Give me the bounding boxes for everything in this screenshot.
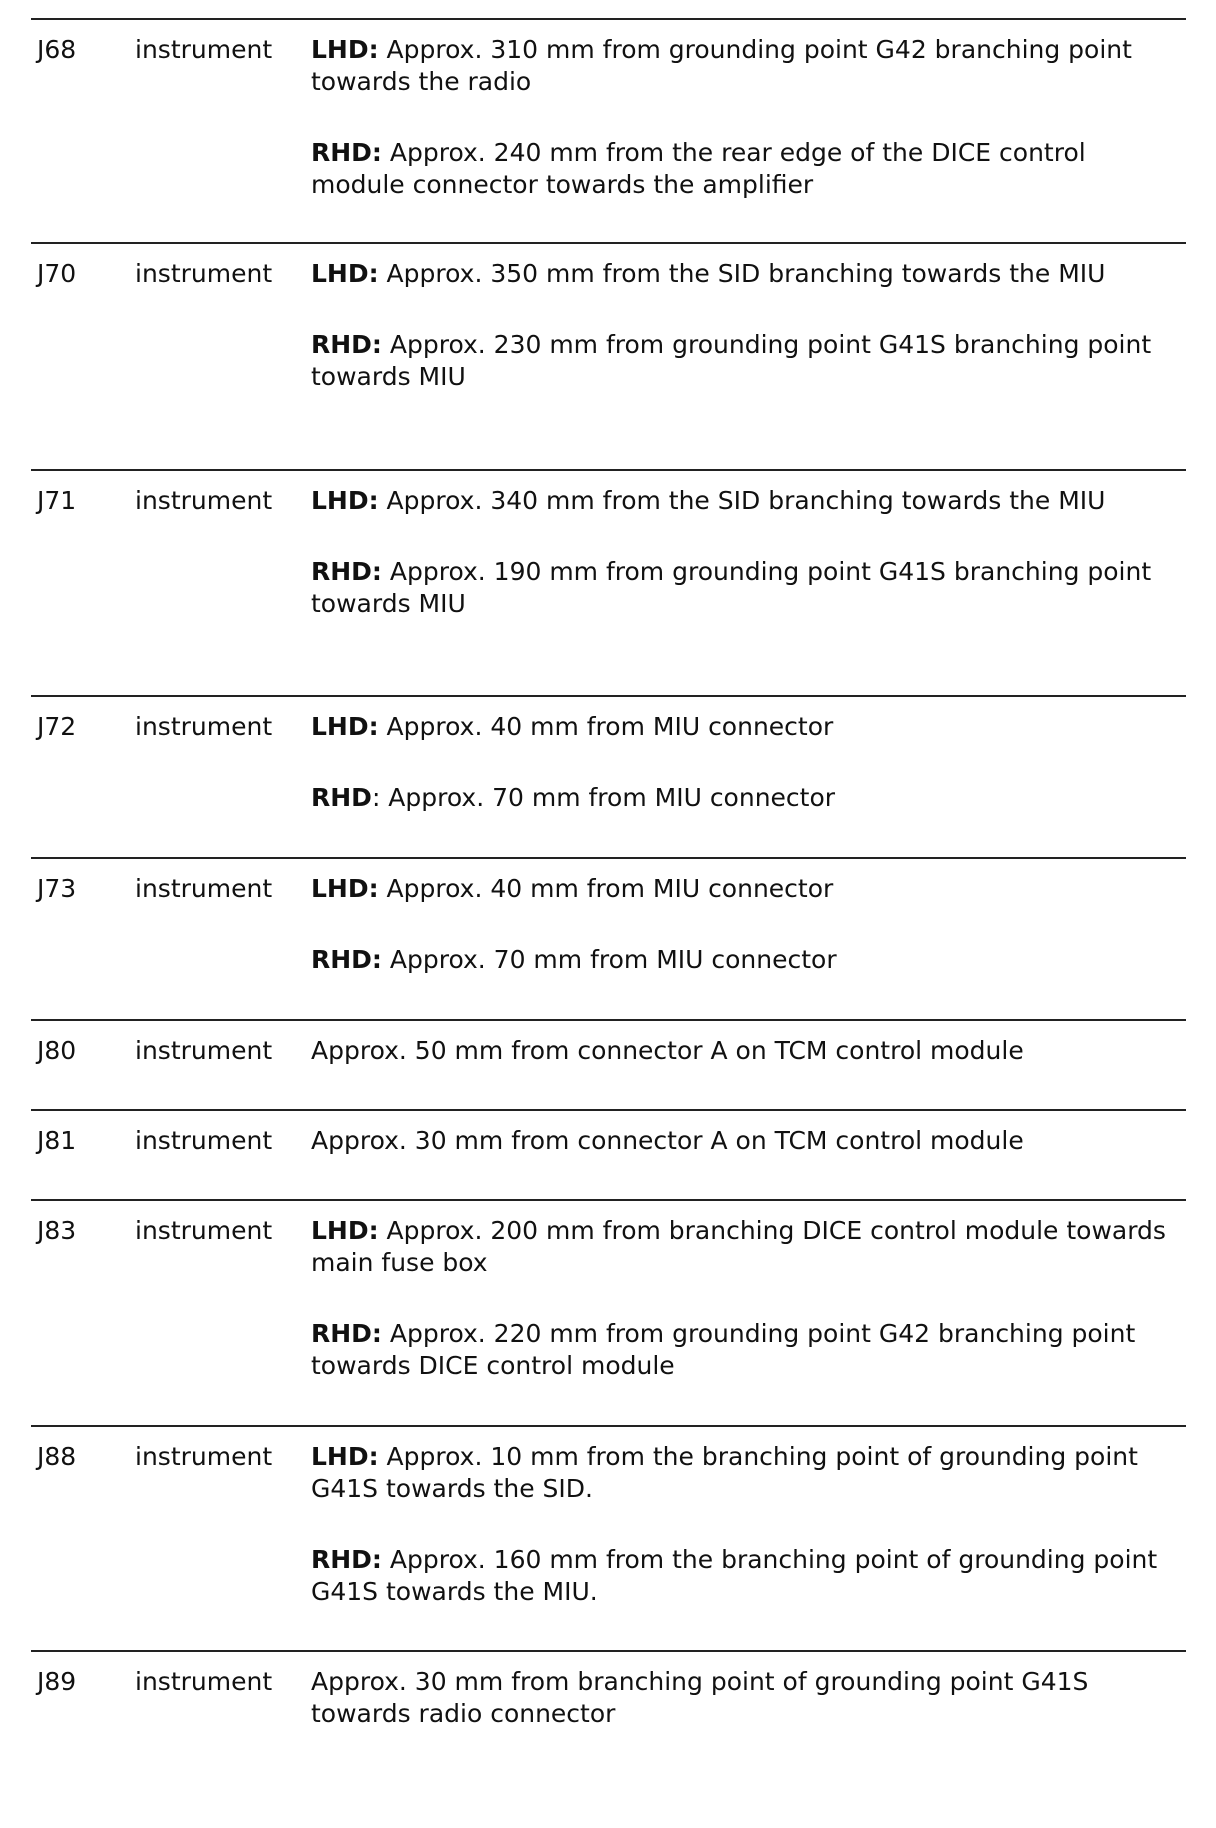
connector-id: J70 xyxy=(37,259,77,288)
rhd-paragraph xyxy=(311,556,1178,620)
rhd-text: Approx. 240 mm from the rear edge of the DICE control module connector towards the amplifier xyxy=(311,138,1086,199)
description-text: Approx. 30 mm from branching point of grounding point G41S towards radio connector xyxy=(311,1667,1089,1728)
rhd-label: RHD: xyxy=(311,330,382,359)
location-type: instrument xyxy=(135,1036,273,1065)
lhd-paragraph xyxy=(311,873,1178,905)
table-row xyxy=(31,695,1186,857)
table-row xyxy=(31,1650,1186,1770)
description-paragraph xyxy=(311,1125,1178,1157)
lhd-label: LHD: xyxy=(311,874,379,903)
lhd-paragraph xyxy=(311,485,1178,517)
lhd-label: LHD: xyxy=(311,35,379,64)
connector-id: J89 xyxy=(37,1667,77,1696)
lhd-label: LHD: xyxy=(311,1442,379,1471)
location-type: instrument xyxy=(135,1216,273,1245)
rhd-label: RHD xyxy=(311,783,372,812)
location-type: instrument xyxy=(135,1442,273,1471)
location-type: instrument xyxy=(135,1667,273,1696)
lhd-label: LHD: xyxy=(311,259,379,288)
lhd-text: Approx. 40 mm from MIU connector xyxy=(378,712,834,741)
rhd-label: RHD: xyxy=(311,1545,382,1574)
table-row xyxy=(31,1019,1186,1109)
table-row xyxy=(31,242,1186,469)
connector-id: J71 xyxy=(37,486,77,515)
rhd-text: Approx. 230 mm from grounding point G41S branching point towards MIU xyxy=(311,330,1152,391)
rhd-text: Approx. 160 mm from the branching point of grounding point G41S towards the MIU. xyxy=(311,1545,1158,1606)
location-type: instrument xyxy=(135,259,273,288)
table-row xyxy=(31,1425,1186,1650)
location-description xyxy=(311,244,1186,393)
rhd-paragraph xyxy=(311,329,1178,393)
location-type: instrument xyxy=(135,35,273,64)
connector-id: J81 xyxy=(37,1126,77,1155)
rhd-paragraph xyxy=(311,1318,1178,1382)
table-row xyxy=(31,857,1186,1019)
location-description xyxy=(311,697,1186,814)
connector-id: J80 xyxy=(37,1036,77,1065)
table-row xyxy=(31,469,1186,695)
connector-id: J88 xyxy=(37,1442,77,1471)
lhd-paragraph xyxy=(311,1215,1178,1279)
rhd-paragraph xyxy=(311,1544,1178,1608)
connector-id: J83 xyxy=(37,1216,77,1245)
lhd-paragraph xyxy=(311,34,1178,98)
lhd-paragraph xyxy=(311,711,1178,743)
lhd-paragraph xyxy=(311,1441,1178,1505)
location-type: instrument xyxy=(135,486,273,515)
table-row xyxy=(31,18,1186,242)
rhd-label: RHD: xyxy=(311,945,382,974)
description-text: Approx. 30 mm from connector A on TCM control module xyxy=(311,1126,1024,1155)
rhd-text: Approx. 70 mm from MIU connector xyxy=(381,945,837,974)
location-description xyxy=(311,1427,1186,1608)
connector-location-table xyxy=(31,18,1186,1770)
rhd-paragraph xyxy=(311,944,1178,976)
lhd-text: Approx. 10 mm from the branching point of grounding point G41S towards the SID. xyxy=(311,1442,1138,1503)
lhd-label: LHD: xyxy=(311,1216,379,1245)
lhd-label: LHD: xyxy=(311,486,379,515)
table-row xyxy=(31,1109,1186,1199)
lhd-text: Approx. 310 mm from grounding point G42 branching point towards the radio xyxy=(311,35,1132,96)
rhd-paragraph xyxy=(311,137,1178,201)
connector-id: J72 xyxy=(37,712,77,741)
description-text: Approx. 50 mm from connector A on TCM control module xyxy=(311,1036,1024,1065)
rhd-label: RHD: xyxy=(311,1319,382,1348)
location-description xyxy=(311,1201,1186,1382)
rhd-paragraph xyxy=(311,782,1178,814)
description-paragraph xyxy=(311,1035,1178,1067)
rhd-text: Approx. 220 mm from grounding point G42 branching point towards DICE control module xyxy=(311,1319,1136,1380)
location-type: instrument xyxy=(135,874,273,903)
lhd-text: Approx. 200 mm from branching DICE control module towards main fuse box xyxy=(311,1216,1166,1277)
description-paragraph xyxy=(311,1666,1178,1730)
location-description xyxy=(311,20,1186,201)
connector-id: J68 xyxy=(37,35,77,64)
rhd-label: RHD: xyxy=(311,557,382,586)
location-description xyxy=(311,471,1186,620)
location-description xyxy=(311,1111,1186,1157)
table-row xyxy=(31,1199,1186,1425)
lhd-text: Approx. 340 mm from the SID branching towards the MIU xyxy=(378,486,1106,515)
location-description xyxy=(311,859,1186,976)
rhd-text: : Approx. 70 mm from MIU connector xyxy=(371,783,836,812)
location-type: instrument xyxy=(135,712,273,741)
lhd-label: LHD: xyxy=(311,712,379,741)
location-description xyxy=(311,1021,1186,1067)
rhd-text: Approx. 190 mm from grounding point G41S branching point towards MIU xyxy=(311,557,1152,618)
lhd-text: Approx. 40 mm from MIU connector xyxy=(378,874,834,903)
lhd-paragraph xyxy=(311,258,1178,290)
lhd-text: Approx. 350 mm from the SID branching towards the MIU xyxy=(378,259,1106,288)
location-type: instrument xyxy=(135,1126,273,1155)
connector-id: J73 xyxy=(37,874,77,903)
location-description xyxy=(311,1652,1186,1730)
rhd-label: RHD: xyxy=(311,138,382,167)
